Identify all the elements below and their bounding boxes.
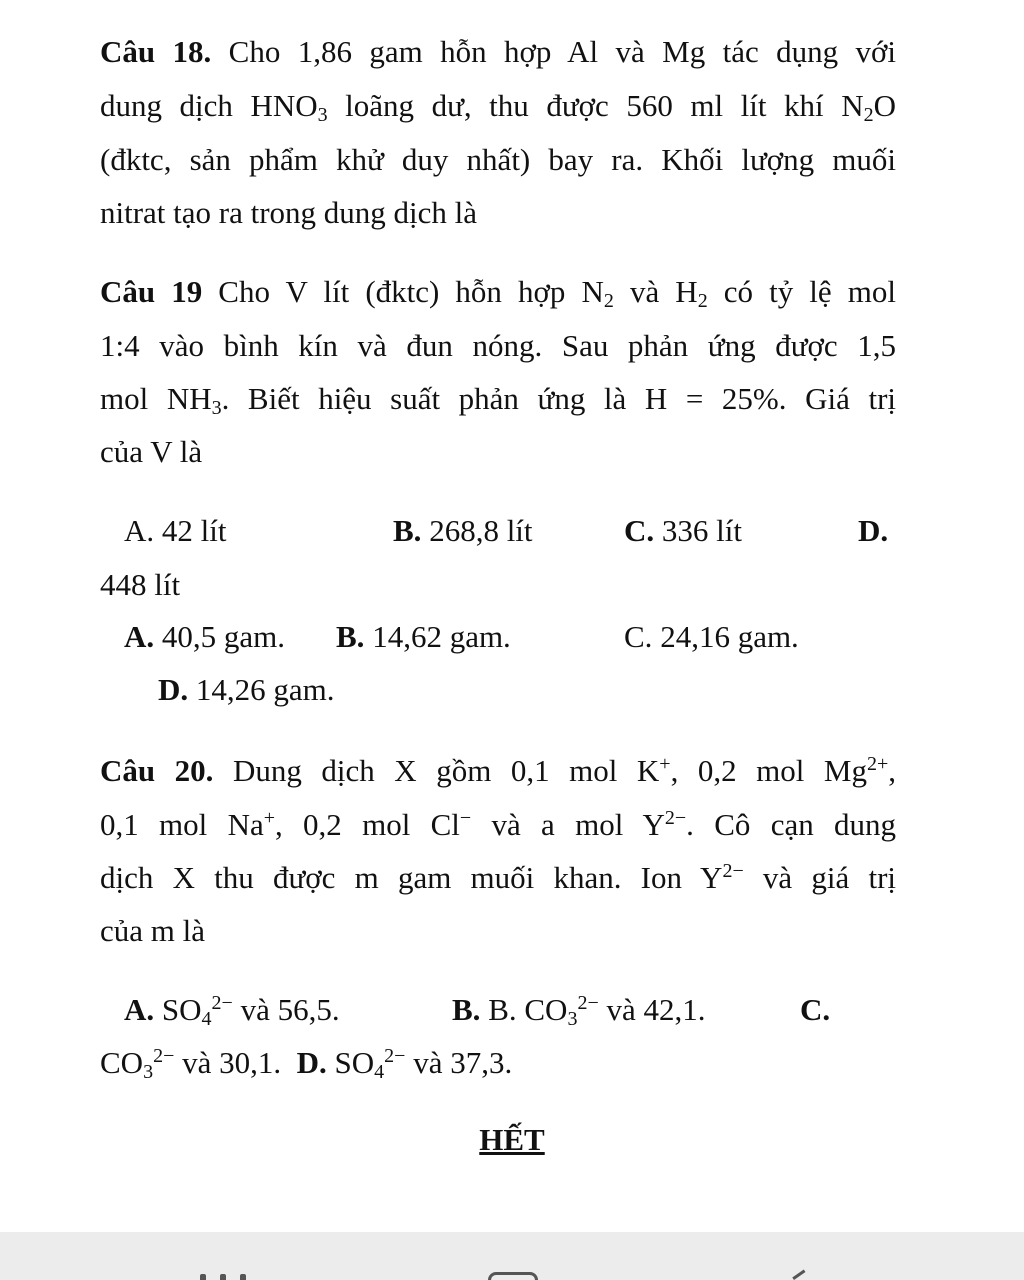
q18-line-1: Câu 18. Cho 1,86 gam hỗn hợp Al và Mg tác dụng với — [100, 34, 896, 69]
q19-line-4: của V là — [100, 434, 203, 469]
q18-label: Câu 18. — [100, 34, 212, 69]
q20-option-a: A. $SO_4^{2-}$ và 56,5. — [124, 992, 340, 1030]
q19-option-d-label: D. — [858, 513, 889, 548]
q18-option-b: B. 14,62 gam. — [336, 619, 511, 654]
q18-option-d: D. 14,26 gam. — [158, 672, 335, 707]
q19-option-b: B. 268,8 lít — [393, 513, 533, 548]
q19-option-d-text: 448 lít — [100, 567, 181, 602]
q18-option-c: C. 24,16 gam. — [624, 619, 799, 654]
q18-option-a: A. 40,5 gam. — [124, 619, 286, 654]
q19-line-3: mol $NH_3$. Biết hiệu suất phản ứng là H = 25%. Giá trị — [100, 381, 897, 419]
q19-label: Câu 19 — [100, 274, 203, 309]
q20-label: Câu 20. — [100, 753, 214, 788]
q18-line-2: dung dịch $HNO_3$ loãng dư, thu được 560 ml lít khí $N_2O$ — [100, 88, 896, 126]
navigation-bar — [0, 1232, 1024, 1280]
q19-option-c: C. 336 lít — [624, 513, 742, 548]
end-marker: HẾT — [479, 1122, 545, 1157]
recent-apps-icon[interactable] — [200, 1272, 246, 1280]
q20-option-c-label: C. — [800, 992, 831, 1027]
q20-line-4: của m là — [100, 913, 206, 948]
q20-line-3: dịch X thu được m gam muối khan. Ion $Y^{2-}$ và giá trị — [100, 860, 897, 895]
q20-line-1: Câu 20. Dung dịch X gồm 0,1 mol K+, 0,2 mol $Mg^{2+}$, — [100, 753, 897, 788]
q19-line-2: 1:4 vào bình kín và đun nóng. Sau phản ứng được 1,5 — [100, 328, 896, 363]
q20-option-b: B. B. $CO_3^{2-}$ và 42,1. — [452, 992, 706, 1030]
q20-option-c-d-line: $CO_3^{2-}$ và 30,1. D. $SO_4^{2-}$ và 37,3. — [100, 1045, 513, 1083]
q18-line-4: nitrat tạo ra trong dung dịch là — [100, 195, 478, 230]
q19-option-a: A. 42 lít — [124, 513, 227, 548]
q19-line-1: Câu 19 Cho V lít (đktc) hỗn hợp $N_2$ và $H_2$ có tỷ lệ mol — [100, 274, 896, 312]
back-icon[interactable] — [790, 1272, 810, 1280]
home-icon[interactable] — [488, 1272, 538, 1280]
q18-line-3: (đktc, sản phẩm khử duy nhất) bay ra. Khối lượng muối — [100, 142, 896, 177]
q20-line-2: 0,1 mol Na+, 0,2 mol Cl− và a mol $Y^{2-}$. Cô cạn dung — [100, 807, 897, 842]
